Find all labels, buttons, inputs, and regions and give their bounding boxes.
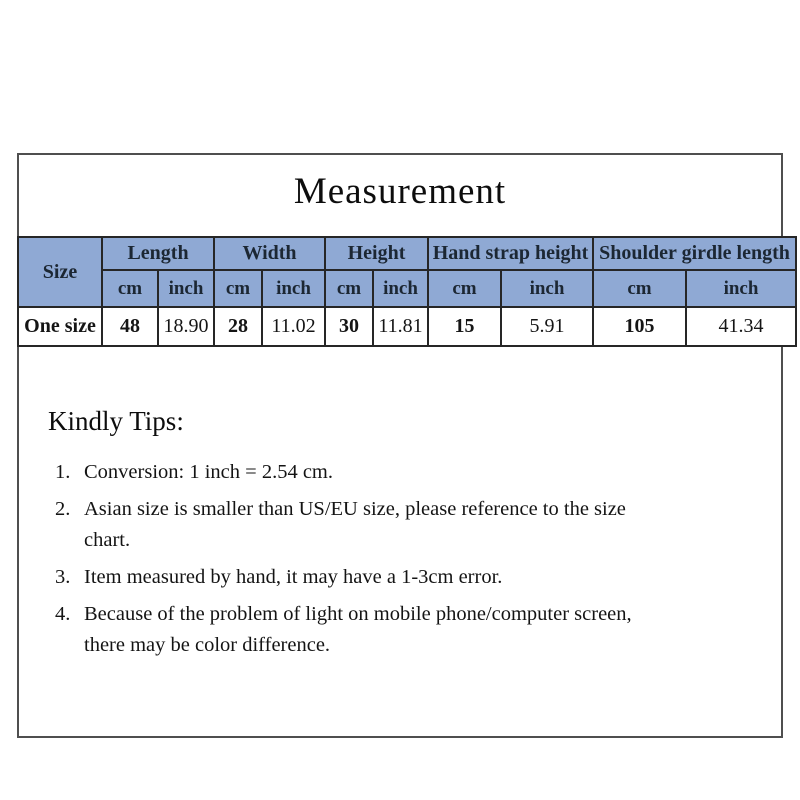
unit-hand-strap-inch: inch — [501, 270, 593, 307]
tip-text: Item measured by hand, it may have a 1-3cm error. — [84, 566, 503, 588]
page-title: Measurement — [293, 171, 507, 212]
unit-height-cm: cm — [325, 270, 373, 307]
unit-width-inch: inch — [262, 270, 325, 307]
cell-size: One size — [18, 307, 102, 346]
cell-hand-strap-inch: 5.91 — [501, 307, 593, 346]
tip-text: Conversion: 1 inch = 2.54 cm. — [84, 461, 333, 483]
cell-width-inch: 11.02 — [262, 307, 325, 346]
size-chart-table — [17, 236, 797, 347]
tip-text: Because of the problem of light on mobile phone/computer screen, there may be color difference. — [84, 603, 632, 656]
list-item — [48, 457, 688, 488]
cell-height-inch: 11.81 — [373, 307, 428, 346]
header-width: Width — [214, 237, 325, 270]
tip-number: 1. — [55, 461, 71, 483]
unit-length-inch: inch — [158, 270, 214, 307]
unit-width-cm: cm — [214, 270, 262, 307]
unit-height-inch: inch — [373, 270, 428, 307]
unit-hand-strap-cm: cm — [428, 270, 501, 307]
kindly-tips-section — [48, 406, 688, 667]
header-length: Length — [102, 237, 214, 270]
list-item — [48, 494, 688, 556]
unit-shoulder-cm: cm — [593, 270, 686, 307]
cell-shoulder-cm: 105 — [593, 307, 686, 346]
table-row — [18, 307, 796, 346]
header-shoulder-girdle-length: Shoulder girdle length — [593, 237, 796, 270]
cell-length-inch: 18.90 — [158, 307, 214, 346]
tip-text: Asian size is smaller than US/EU size, please reference to the size chart. — [84, 498, 626, 551]
cell-height-cm: 30 — [325, 307, 373, 346]
unit-shoulder-inch: inch — [686, 270, 796, 307]
unit-length-cm: cm — [102, 270, 158, 307]
list-item — [48, 599, 688, 661]
header-height: Height — [325, 237, 428, 270]
header-hand-strap-height: Hand strap height — [428, 237, 593, 270]
tip-number: 3. — [55, 566, 71, 588]
list-item — [48, 562, 688, 593]
tip-number: 4. — [55, 603, 71, 625]
tip-number: 2. — [55, 498, 71, 520]
cell-hand-strap-cm: 15 — [428, 307, 501, 346]
cell-shoulder-inch: 41.34 — [686, 307, 796, 346]
cell-width-cm: 28 — [214, 307, 262, 346]
tips-heading: Kindly Tips: — [48, 406, 184, 436]
header-size: Size — [18, 237, 102, 307]
cell-length-cm: 48 — [102, 307, 158, 346]
